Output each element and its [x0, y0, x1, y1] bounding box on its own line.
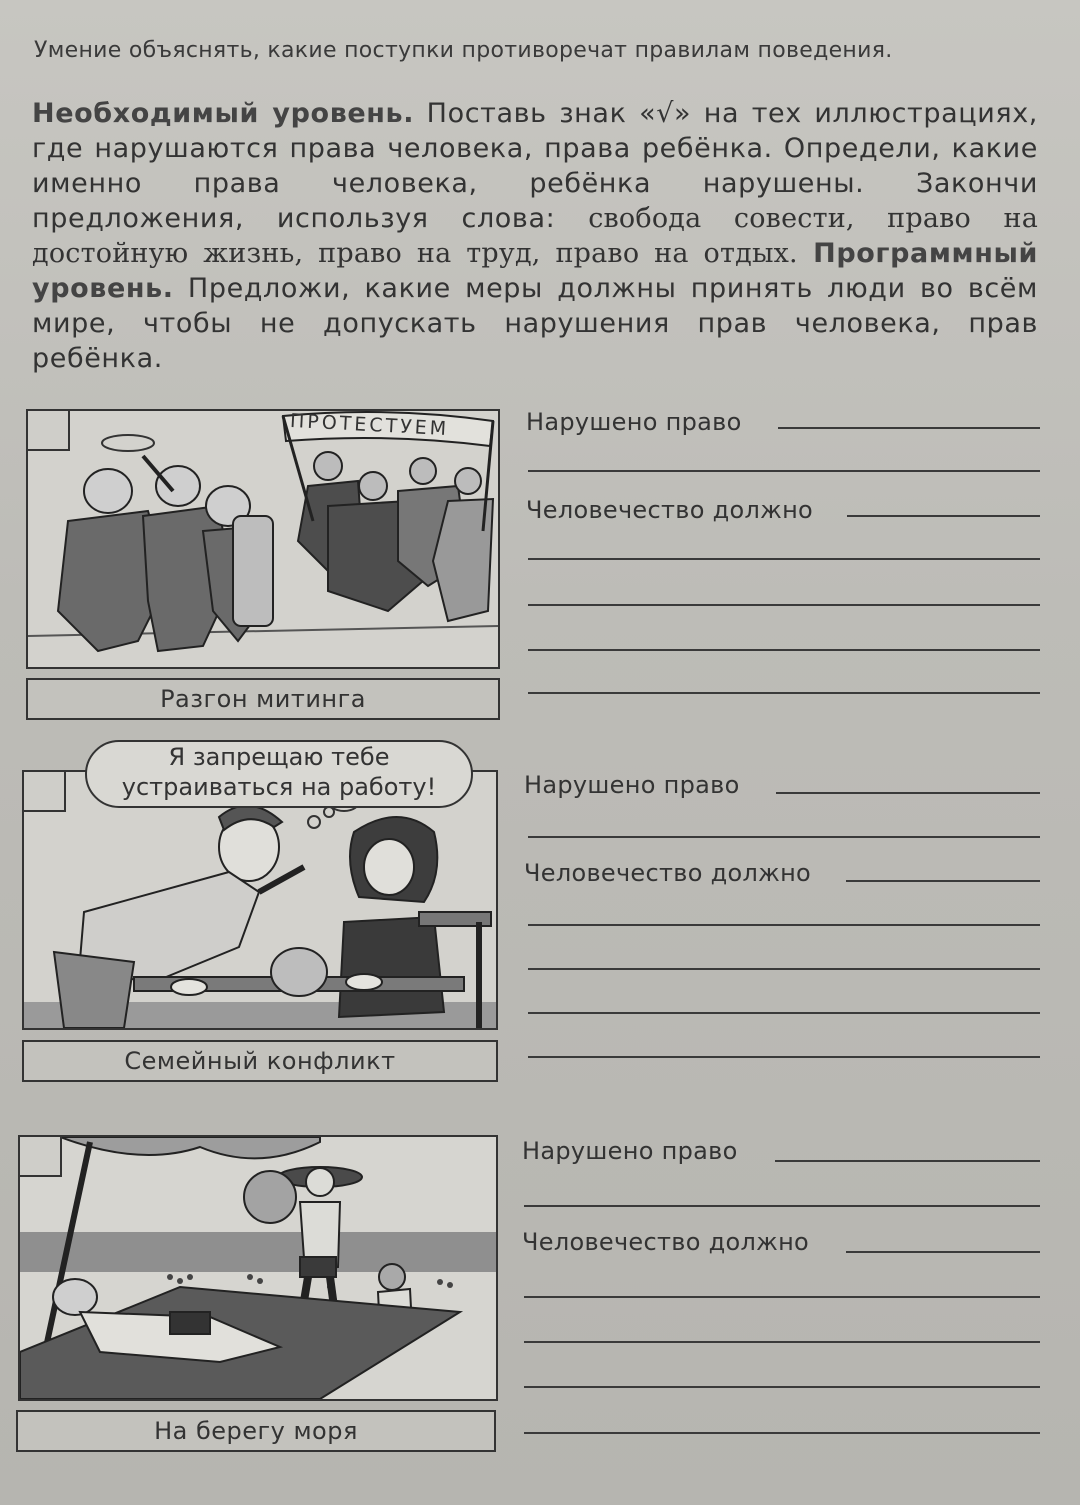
answer-line[interactable]	[528, 836, 1040, 838]
answer-line-duty[interactable]	[846, 1251, 1040, 1253]
answer-line[interactable]	[528, 968, 1040, 970]
answer-line[interactable]	[528, 604, 1040, 606]
rally-dispersal-drawing	[28, 411, 498, 667]
humanity-must-label: Человечество должно	[524, 859, 812, 887]
answer-line[interactable]	[524, 1296, 1040, 1298]
family-conflict-drawing	[24, 772, 496, 1028]
checkmark-box[interactable]	[28, 411, 70, 451]
checkmark-box[interactable]	[20, 1137, 62, 1177]
answer-line-duty[interactable]	[846, 880, 1040, 882]
violated-right-label: Нарушено право	[522, 1137, 738, 1165]
level2-text: Предложи, какие меры должны принять люди во всём мире, чтобы не допускать нарушения прав человека, прав ребёнка.	[32, 273, 1038, 374]
humanity-must-label: Человечество должно	[522, 1228, 810, 1256]
caption-seaside: На берегу моря	[16, 1410, 496, 1452]
illustration-family-conflict	[22, 770, 498, 1030]
speech-bubble	[85, 740, 473, 808]
answer-line[interactable]	[524, 1341, 1040, 1343]
violated-right-label: Нарушено право	[526, 408, 742, 436]
caption-family-conflict: Семейный конфликт	[22, 1040, 498, 1082]
answer-line[interactable]	[524, 1432, 1040, 1434]
answer-line[interactable]	[528, 1056, 1040, 1058]
answer-line[interactable]	[524, 1386, 1040, 1388]
answer-line[interactable]	[528, 470, 1040, 472]
answer-line-right[interactable]	[776, 792, 1040, 794]
answer-line-right[interactable]	[778, 427, 1040, 429]
seaside-drawing	[20, 1137, 496, 1399]
level1-word-list: свобода совести, право на достойную жизнь, право на труд, право на отдых.	[32, 203, 1038, 269]
caption-rally-dispersal: Разгон митинга	[26, 678, 500, 720]
level1-title: Необходимый уровень.	[32, 98, 415, 129]
level2-title: Программный уровень.	[32, 238, 1038, 304]
answer-line[interactable]	[528, 649, 1040, 651]
speech-line-1: Я запрещаю тебе	[168, 743, 390, 771]
violated-right-label: Нарушено право	[524, 771, 740, 799]
checkmark-box[interactable]	[24, 772, 66, 812]
answer-line-right[interactable]	[775, 1160, 1040, 1162]
level1-text: Поставь знак «√» на тех иллюстрациях, где нарушаются права человека, права ребёнка. Определи, какие именно права человека, ребёнка нарушены. Закончи предложения, используя слова:	[32, 98, 1038, 234]
answer-line[interactable]	[528, 1012, 1040, 1014]
protest-banner-text: ПРОТЕСТУЕМ	[289, 409, 450, 441]
illustration-seaside	[18, 1135, 498, 1401]
task-instructions	[32, 96, 1038, 376]
answer-line-duty[interactable]	[847, 515, 1040, 517]
answer-line[interactable]	[528, 692, 1040, 694]
skill-description: Умение объяснять, какие поступки противоречат правилам поведения.	[34, 38, 893, 63]
answer-line[interactable]	[528, 924, 1040, 926]
humanity-must-label: Человечество должно	[526, 496, 814, 524]
answer-line[interactable]	[524, 1205, 1040, 1207]
illustration-rally-dispersal	[26, 409, 500, 669]
answer-line[interactable]	[528, 558, 1040, 560]
speech-line-2: устраиваться на работу!	[121, 773, 437, 801]
